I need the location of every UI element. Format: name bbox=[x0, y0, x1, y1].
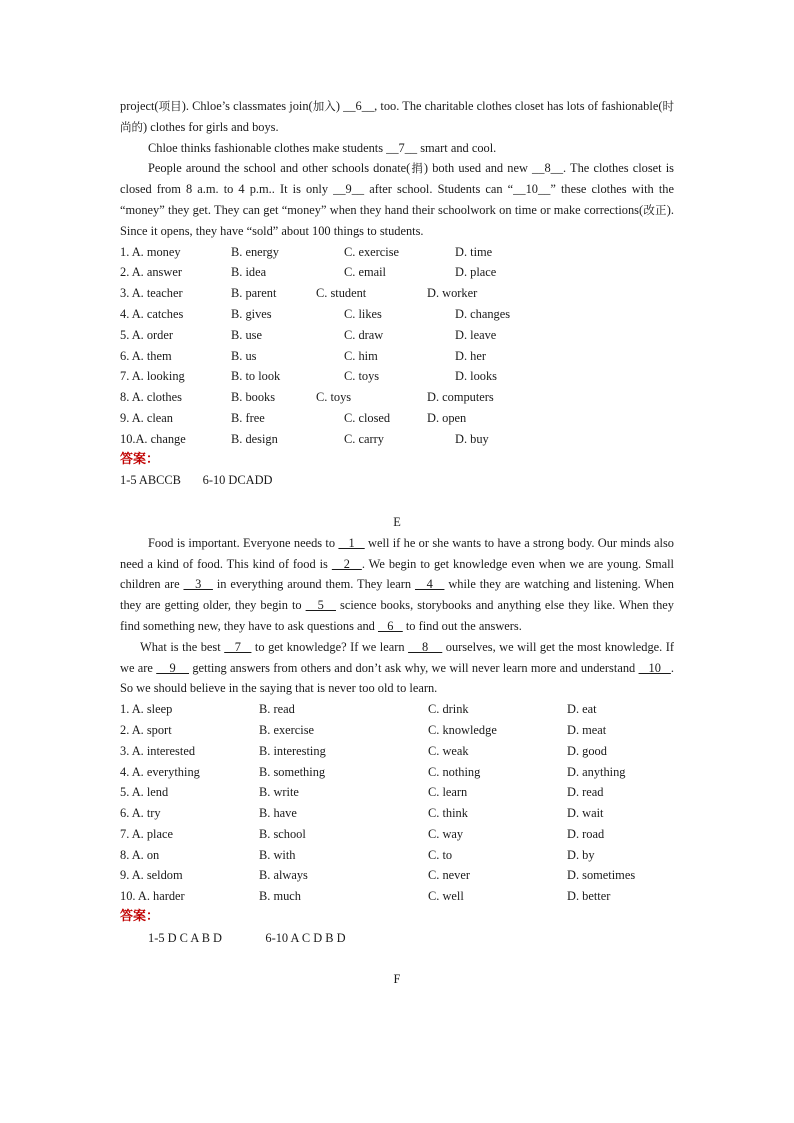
answer-blank: 6 bbox=[377, 618, 403, 633]
passage-d-option-d: D. looks bbox=[455, 369, 497, 384]
passage-e-option-row bbox=[120, 845, 674, 866]
passage-d-option-b: B. to look bbox=[231, 369, 281, 384]
passage-e-option-c: C. drink bbox=[428, 702, 469, 717]
passage-e-option-a: 2. A. sport bbox=[120, 722, 172, 737]
passage-d-paragraph bbox=[120, 158, 674, 241]
text-run: 加入 bbox=[312, 99, 336, 113]
passage-e-text bbox=[120, 533, 674, 699]
passage-e-paragraph bbox=[120, 533, 674, 637]
passage-d-option-row bbox=[120, 325, 674, 346]
passage-e-option-row bbox=[120, 720, 674, 741]
text-run: , too. The charitable clothes closet has lots of fashionable( bbox=[374, 99, 663, 113]
passage-d-option-d: D. buy bbox=[455, 431, 489, 446]
passage-e-option-b: B. interesting bbox=[259, 743, 326, 758]
passage-d-option-d: D. worker bbox=[427, 286, 478, 301]
passage-d-option-row bbox=[120, 366, 674, 387]
passage-e-option-row bbox=[120, 741, 674, 762]
text-run: 时尚的 bbox=[120, 99, 675, 134]
passage-d-option-d: D. her bbox=[455, 348, 486, 363]
passage-d-option-b: B. use bbox=[231, 327, 262, 342]
text-run: __6__ bbox=[343, 99, 375, 113]
passage-e-option-row bbox=[120, 865, 674, 886]
passage-d-option-b: B. free bbox=[231, 410, 265, 425]
text-run: 捐 bbox=[410, 161, 424, 176]
passage-e-option-d: D. read bbox=[567, 785, 604, 800]
text-run: ) clothes for girls and boys. bbox=[143, 119, 279, 134]
passage-e-option-c: C. learn bbox=[428, 785, 468, 800]
passage-e-option-a: 9. A. seldom bbox=[120, 868, 183, 883]
text-run: ourselves, we will get the most knowledge. If we are bbox=[120, 639, 674, 675]
passage-d-option-c: C. draw bbox=[344, 327, 384, 342]
text-run: ). Chloe’s classmates join( bbox=[181, 99, 313, 113]
passage-d-option-a: 6. A. them bbox=[120, 348, 172, 363]
document-page bbox=[120, 96, 674, 990]
answer-blank: 3 bbox=[183, 577, 213, 592]
passage-e-option-c: C. think bbox=[428, 806, 468, 821]
passage-d-option-d: D. computers bbox=[427, 390, 494, 405]
text-run: to get knowledge? If we learn bbox=[251, 639, 409, 654]
passage-d-option-d: D. open bbox=[427, 410, 467, 425]
passage-d-option-a: 2. A. answer bbox=[120, 265, 182, 280]
text-run: ) bbox=[335, 99, 344, 113]
passage-e-option-c: C. to bbox=[428, 847, 453, 862]
passage-d-option-d: D. leave bbox=[455, 327, 497, 342]
passage-d-paragraph bbox=[120, 138, 674, 159]
passage-d-option-row bbox=[120, 346, 674, 367]
passage-f-heading: F bbox=[393, 972, 401, 987]
passage-e-options bbox=[120, 699, 674, 907]
passage-d-option-b: B. energy bbox=[231, 244, 279, 259]
passage-e-option-b: B. much bbox=[259, 889, 301, 904]
passage-e-option-row bbox=[120, 762, 674, 783]
text-run: while they are watching and listening. When they are getting older, they begin to bbox=[120, 577, 675, 613]
passage-d-option-a: 8. A. clothes bbox=[120, 390, 182, 405]
passage-d-option-b: B. design bbox=[231, 431, 278, 446]
passage-d-option-b: B. idea bbox=[231, 265, 267, 280]
passage-e-answer-label: 答案： bbox=[120, 909, 160, 925]
passage-e-option-a: 10. A. harder bbox=[120, 889, 185, 904]
passage-d-option-d: D. changes bbox=[455, 306, 511, 321]
answer-blank: 7 bbox=[224, 639, 252, 654]
passage-e-option-d: D. good bbox=[567, 743, 607, 758]
passage-e-option-c: C. way bbox=[428, 826, 464, 841]
passage-e-heading: E bbox=[393, 514, 401, 529]
passage-d-option-c: C. carry bbox=[344, 431, 384, 446]
text-run: People around the school and other schools donate( bbox=[148, 161, 411, 176]
passage-d-option-row bbox=[120, 283, 674, 304]
answer-blank: 10 bbox=[638, 660, 671, 675]
passage-e-option-d: D. road bbox=[567, 826, 605, 841]
text-run: to find out the answers. bbox=[402, 618, 522, 633]
answer-blank: 4 bbox=[414, 577, 445, 592]
text-run: What is the best bbox=[140, 639, 225, 654]
passage-d-option-row bbox=[120, 262, 674, 283]
passage-d-option-row bbox=[120, 408, 674, 429]
passage-e-option-c: C. knowledge bbox=[428, 722, 497, 737]
passage-e-option-d: D. sometimes bbox=[567, 868, 636, 883]
passage-d-option-c: C. exercise bbox=[344, 244, 400, 259]
passage-d-paragraph bbox=[120, 96, 674, 138]
passage-d-option-d: D. place bbox=[455, 265, 497, 280]
passage-e-option-a: 4. A. everything bbox=[120, 764, 200, 779]
passage-d-option-a: 1. A. money bbox=[120, 244, 181, 259]
passage-d-option-b: B. gives bbox=[231, 306, 272, 321]
passage-e-option-row bbox=[120, 782, 674, 803]
text-run: . So we should believe in the saying that is never too old to learn. bbox=[120, 660, 674, 696]
passage-e-option-a: 7. A. place bbox=[120, 826, 173, 841]
passage-d-option-row bbox=[120, 242, 674, 263]
passage-e-option-b: B. write bbox=[259, 785, 299, 800]
passage-e-option-b: B. something bbox=[259, 764, 326, 779]
passage-d-option-c: C. closed bbox=[344, 410, 391, 425]
passage-d-option-c: C. student bbox=[316, 286, 367, 301]
answer-blank: 5 bbox=[305, 598, 336, 613]
passage-d-option-a: 4. A. catches bbox=[120, 306, 184, 321]
passage-d-option-b: B. parent bbox=[231, 286, 277, 301]
text-run: in everything around them. They learn bbox=[212, 577, 415, 592]
passage-d-option-c: C. him bbox=[344, 348, 378, 363]
passage-e-option-b: B. school bbox=[259, 826, 306, 841]
passage-d-option-b: B. books bbox=[231, 390, 276, 405]
passage-e-option-row bbox=[120, 886, 674, 907]
passage-e-option-row bbox=[120, 803, 674, 824]
text-run: 项目 bbox=[158, 99, 182, 113]
passage-d-option-a: 9. A. clean bbox=[120, 410, 173, 425]
passage-e-option-row bbox=[120, 824, 674, 845]
passage-e-option-b: B. read bbox=[259, 702, 295, 717]
passage-e-option-d: D. anything bbox=[567, 764, 626, 779]
passage-d-option-c: C. toys bbox=[344, 369, 380, 384]
passage-d-option-b: B. us bbox=[231, 348, 257, 363]
passage-d-option-row bbox=[120, 429, 674, 450]
passage-e-option-c: C. weak bbox=[428, 743, 469, 758]
passage-d-option-a: 7. A. looking bbox=[120, 369, 185, 384]
passage-d-answer: 1-5 ABCCB 6-10 DCADD bbox=[120, 473, 273, 488]
passage-d-answer-label: 答案： bbox=[120, 451, 160, 467]
passage-d-text bbox=[120, 96, 674, 242]
text-run: ) both used and new __8__. The clothes closet is closed from 8 a.m. to 4 p.m.. It is only __9__ after school. Students can “__10__” these clothes with the “money” they get. They can get “money” when they hand their schoolwork on time or make corrections( bbox=[120, 161, 675, 217]
passage-e-option-a: 1. A. sleep bbox=[120, 702, 173, 717]
passage-d-option-c: C. toys bbox=[316, 390, 352, 405]
text-run: science books, storybooks and anything else they like. When they find something new, they have to ask questions and bbox=[120, 598, 674, 633]
answer-blank: 2 bbox=[331, 556, 362, 571]
passage-e-option-d: D. eat bbox=[567, 702, 597, 717]
passage-e-option-b: B. have bbox=[259, 806, 297, 821]
text-run: project( bbox=[120, 99, 159, 113]
passage-e-option-b: B. always bbox=[259, 868, 308, 883]
passage-d-option-row bbox=[120, 304, 674, 325]
text-run: . We begin to get knowledge even when we are young. Small children are bbox=[120, 556, 675, 592]
passage-e-option-a: 5. A. lend bbox=[120, 785, 169, 800]
text-run: 改正 bbox=[643, 202, 667, 217]
answer-blank: 8 bbox=[408, 639, 443, 654]
passage-d-option-c: C. email bbox=[344, 265, 386, 280]
passage-e-answer: 1-5 D C A B D 6-10 A C D B D bbox=[148, 930, 346, 945]
passage-d-option-d: D. time bbox=[455, 244, 493, 259]
passage-e-option-a: 6. A. try bbox=[120, 806, 161, 821]
passage-d-option-a: 10.A. change bbox=[120, 431, 186, 446]
passage-d-option-a: 5. A. order bbox=[120, 327, 173, 342]
text-run: getting answers from others and don’t ask why, we will never learn more and understand bbox=[189, 660, 639, 675]
answer-blank: 1 bbox=[338, 535, 365, 550]
passage-e-option-c: C. well bbox=[428, 889, 464, 904]
passage-e-option-d: D. by bbox=[567, 847, 595, 862]
passage-e-option-row bbox=[120, 699, 674, 720]
passage-e-option-d: D. meat bbox=[567, 722, 607, 737]
passage-e-option-d: D. better bbox=[567, 889, 611, 904]
text-run: well if he or she wants to have a strong body. Our minds also need a kind of food. This kind of food is bbox=[120, 535, 674, 571]
passage-e-option-b: B. with bbox=[259, 847, 296, 862]
text-run: ). Since it opens, they have “sold” about 100 things to students. bbox=[120, 202, 675, 238]
passage-e-option-d: D. wait bbox=[567, 806, 604, 821]
passage-e-option-a: 3. A. interested bbox=[120, 743, 196, 758]
passage-e-paragraph bbox=[120, 637, 674, 699]
passage-d-option-row bbox=[120, 387, 674, 408]
passage-d-options bbox=[120, 242, 674, 450]
passage-d-option-c: C. likes bbox=[344, 306, 382, 321]
answer-blank: 9 bbox=[156, 660, 189, 675]
text-run: Chloe thinks fashionable clothes make students __7__ smart and cool. bbox=[148, 140, 497, 155]
passage-e-option-a: 8. A. on bbox=[120, 847, 160, 862]
passage-d-option-a: 3. A. teacher bbox=[120, 286, 183, 301]
passage-e-option-c: C. never bbox=[428, 868, 470, 883]
passage-e-option-c: C. nothing bbox=[428, 764, 481, 779]
passage-e-option-b: B. exercise bbox=[259, 722, 315, 737]
text-run: Food is important. Everyone needs to bbox=[148, 535, 339, 550]
